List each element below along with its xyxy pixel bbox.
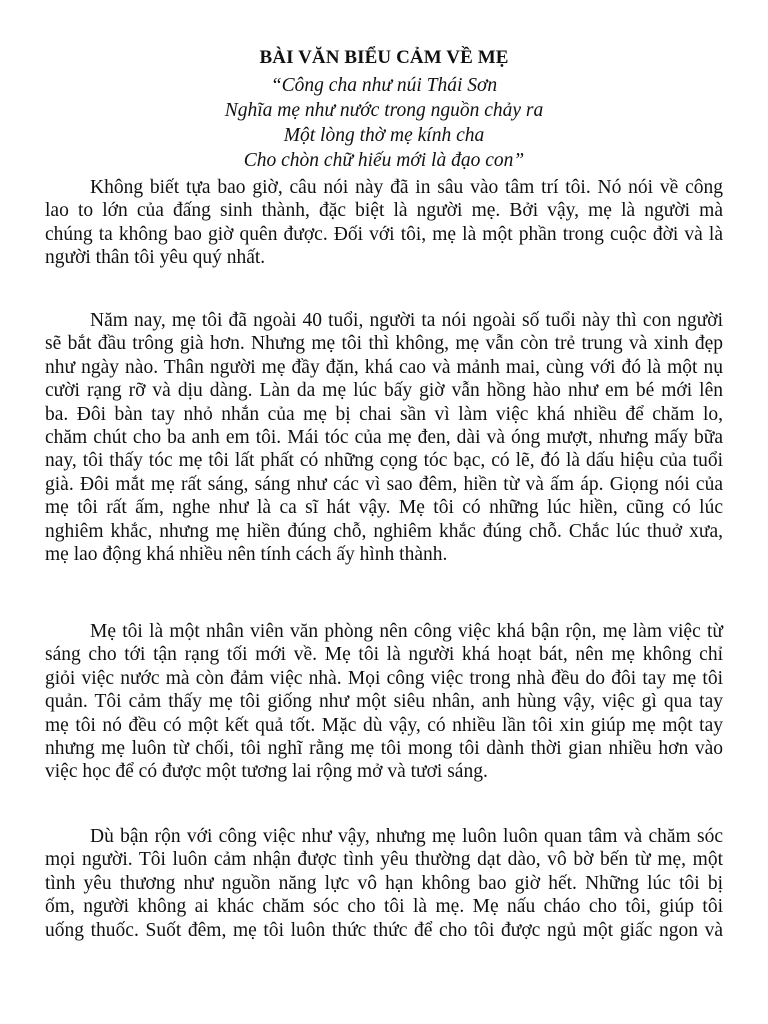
text-line: nay, tôi thấy tóc mẹ tôi lất phất có những cọng tóc bạc, có lẽ, đó là dấu hiệu của tuổi xyxy=(45,450,723,472)
text-line: giỏi việc nước mà còn đảm việc nhà. Mọi công việc trong nhà đều do đôi tay mẹ tôi xyxy=(45,667,723,689)
text-line: Dù bận rộn với công việc như vậy, nhưng mẹ luôn luôn quan tâm và chăm sóc xyxy=(90,826,723,847)
text-line: mẹ lao động khá nhiều nên tính cách ấy hình thành. xyxy=(45,543,448,565)
text-line: nghiêm khắc, nhưng mẹ hiền đúng chỗ, nghiêm khắc đúng chỗ. Chắc lúc thuở xưa, xyxy=(45,520,723,542)
text-line: chăm chút cho ba anh em tôi. Mái tóc của mẹ đen, dài và óng mượt, nhưng mấy bữa xyxy=(45,426,723,448)
text-line: sáng cho tới tận rạng tối mới về. Mẹ tôi là người khá hoạt bát, nên mẹ không chỉ xyxy=(45,644,723,666)
text-line: mẹ tôi rất ấm, nghe như là ca sĩ hát vậy. Mẹ tôi có những lúc hiền, cũng có lúc xyxy=(45,497,723,519)
text-line: uống thuốc. Suốt đêm, mẹ tôi luôn thức thức để cho tôi được ngủ một giấc ngon và xyxy=(45,919,723,941)
text-line: quản. Tôi cảm thấy mẹ tôi giống như một siêu nhân, anh hùng vậy, việc gì qua tay xyxy=(45,691,723,713)
paragraph-3 xyxy=(45,620,723,784)
text-line: cười rạng rỡ và dịu dàng. Làn da mẹ lúc bấy giờ vẫn hồng hào như em bé mới lên xyxy=(45,380,723,402)
text-line: việc học để có được một tương lai rộng mở và tươi sáng. xyxy=(45,761,488,783)
essay-title: BÀI VĂN BIỂU CẢM VỀ MẸ xyxy=(259,47,509,68)
opening-poem xyxy=(0,73,768,173)
text-line: mẹ tôi nó đều có một kết quả tốt. Mặc dù vậy, có nhiều lần tôi xin giúp mẹ một tay xyxy=(45,714,723,736)
text-line: Năm nay, mẹ tôi đã ngoài 40 tuổi, người ta nói ngoài số tuổi này thì con người xyxy=(90,310,723,331)
text-line: ba. Đôi bàn tay nhỏ nhắn của mẹ bị chai sần vì làm việc khá nhiều để chăm lo, xyxy=(45,403,723,425)
text-line: nhưng mẹ luôn từ chối, tôi nghĩ rằng mẹ tôi mong tôi dành thời gian nhiều hơn vào xyxy=(45,737,723,759)
poem-line: Một lòng thờ mẹ kính cha xyxy=(283,125,485,146)
text-line: già. Đôi mắt mẹ rất sáng, sáng như các vì sao đêm, hiền từ và ấm áp. Giọng nói của xyxy=(45,473,723,495)
text-line: sẽ bắt đầu trông già hơn. Nhưng mẹ tôi thì không, mẹ vẫn còn trẻ trung và xinh đẹp xyxy=(45,333,723,355)
text-line: như ngày nào. Thân người mẹ đầy đặn, khá cao và mảnh mai, cùng với đó là một nụ xyxy=(45,356,723,378)
text-line: chúng ta không bao giờ quên được. Đối với tôi, mẹ là một phần trong cuộc đời và là xyxy=(45,223,723,245)
text-line: mọi người. Tôi luôn cảm nhận được tình yêu thường dạt dào, vô bờ bến từ mẹ, một xyxy=(45,849,723,871)
paragraph-2 xyxy=(45,309,723,566)
paragraph-1 xyxy=(45,176,723,270)
text-line: ốm, người không ai khác chăm sóc cho tôi là mẹ. Mẹ nấu cháo cho tôi, giúp tôi xyxy=(45,896,723,918)
text-line: tình yêu thương như nguồn năng lực vô hạn không bao giờ hết. Những lúc tôi bị xyxy=(45,872,723,894)
text-line: người thân tôi yêu quý nhất. xyxy=(45,247,266,269)
poem-line: “Công cha như núi Thái Sơn xyxy=(270,75,498,96)
text-line: Không biết tựa bao giờ, câu nói này đã in sâu vào tâm trí tôi. Nó nói về công xyxy=(90,177,723,198)
text-line: Mẹ tôi là một nhân viên văn phòng nên công việc khá bận rộn, mẹ làm việc từ xyxy=(90,621,723,642)
poem-line: Nghĩa mẹ như nước trong nguồn chảy ra xyxy=(224,100,544,121)
paragraph-4 xyxy=(45,825,723,942)
text-line: lao to lớn của đấng sinh thành, đặc biệt là người mẹ. Bởi vậy, mẹ là người mà xyxy=(45,200,723,222)
poem-line: Cho chòn chữ hiếu mới là đạo con” xyxy=(243,150,525,171)
